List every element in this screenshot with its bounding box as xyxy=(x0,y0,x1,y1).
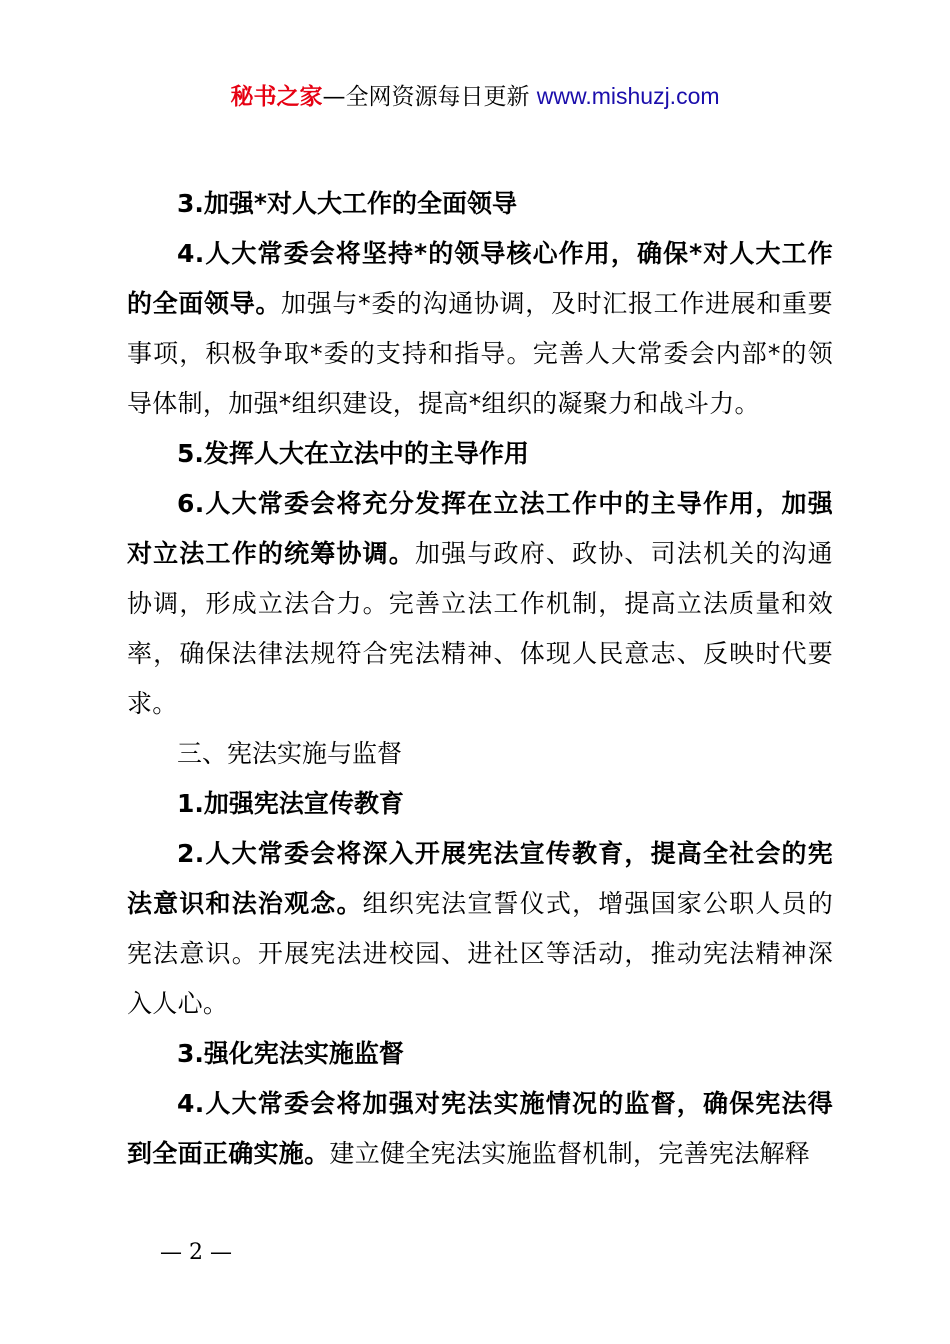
subheading-3: 3.加强*对人大工作的全面领导 xyxy=(177,189,517,218)
section3-paragraph-2 xyxy=(127,829,833,1029)
page-number: — 2 — xyxy=(160,1240,232,1265)
brand-name: 秘书之家 xyxy=(230,84,323,110)
section3-paragraph-4-lead: 4.人大常委会将加强对宪法实施情况的监督，确保宪法得到全面正确实施。 xyxy=(127,1089,833,1168)
site-url-link[interactable]: www.mishuzj.com xyxy=(536,83,720,109)
site-header xyxy=(0,80,950,113)
paragraph-4-text: 加强与*委的沟通协调，及时汇报工作进展和重要事项，积极争取*委的支持和指导。完善人大常委会内部*的领导体制，加强*组织建设，提高*组织的凝聚力和战斗力。 xyxy=(127,289,833,418)
paragraph-6 xyxy=(127,479,833,729)
section3-paragraph-4 xyxy=(127,1079,833,1179)
section3-subheading-3: 3.强化宪法实施监督 xyxy=(177,1039,404,1068)
section3-paragraph-2-lead: 2.人大常委会将深入开展宪法宣传教育，提高全社会的宪法意识和法治观念。 xyxy=(127,839,833,918)
paragraph-4-lead: 4.人大常委会将坚持*的领导核心作用，确保*对人大工作的全面领导。 xyxy=(127,239,833,318)
paragraph-4 xyxy=(127,229,833,429)
subheading-5: 5.发挥人大在立法中的主导作用 xyxy=(177,439,529,468)
section3-subheading-1: 1.加强宪法宣传教育 xyxy=(177,789,404,818)
section-title-3: 三、宪法实施与监督 xyxy=(177,739,403,768)
paragraph-6-text: 加强与政府、政协、司法机关的沟通协调，形成立法合力。完善立法工作机制，提高立法质量和效率，确保法律法规符合宪法精神、体现人民意志、反映时代要求。 xyxy=(127,539,833,718)
section3-paragraph-2-text: 组织宪法宣誓仪式，增强国家公职人员的宪法意识。开展宪法进校园、进社区等活动，推动宪法精神深入人心。 xyxy=(127,889,833,1018)
header-tagline: —全网资源每日更新 xyxy=(322,84,537,110)
document-body xyxy=(127,179,833,1179)
paragraph-6-lead: 6.人大常委会将充分发挥在立法工作中的主导作用，加强对立法工作的统筹协调。 xyxy=(127,489,833,568)
section3-paragraph-4-text: 建立健全宪法实施监督机制，完善宪法解释 xyxy=(329,1139,811,1168)
